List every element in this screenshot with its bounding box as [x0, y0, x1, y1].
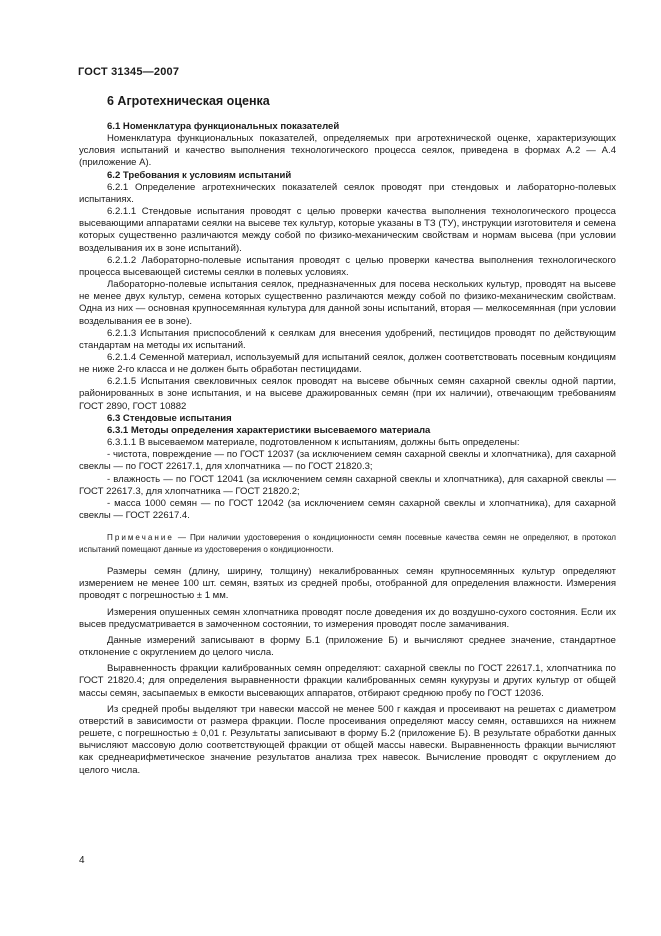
document-body	[79, 93, 616, 777]
subsection-heading-6-3-1: 6.3.1 Методы определения характеристики высеваемого материала	[107, 424, 431, 436]
list-item: - масса 1000 семян — по ГОСТ 12042 (за исключением семян сахарной свеклы и хлопчатника), для сахарной свеклы — ГОСТ 22617.4.	[79, 497, 616, 521]
paragraph: Размеры семян (длину, ширину, толщину) некалиброванных семян крупносемянных культур определяют измерением не менее 100 шт. семян, взятых из средней пробы, отобранной для определения влажности. Измерения проводят с погрешностью ± 1 мм.	[79, 566, 616, 602]
section-title: 6 Агротехническая оценка	[107, 94, 270, 108]
paragraph: 6.2.1.2 Лабораторно-полевые испытания проводят с целью проверки качества выполнения технологического процесса высевающей системы сеялки в полевых условиях.	[79, 254, 616, 278]
note-label: Примечание	[107, 533, 174, 543]
paragraph: 6.2.1.5 Испытания свекловичных сеялок проводят на высеве обычных семян сахарной свеклы одной партии, районированных в зоне испытания, и на высеве дражированных семян (при их наличии), отвечающим требованиям ГОСТ 2890, ГОСТ 10882	[79, 376, 616, 412]
paragraph: Номенклатура функциональных показателей, определяемых при агротехнической оценке, характеризующих условия испытаний и качество выполнения технологического процесса сеялок, приведена в формах А.2 — А.4 (приложение А).	[79, 133, 616, 169]
note	[79, 532, 616, 556]
subsection-heading-6-1: 6.1 Номенклатура функциональных показателей	[107, 121, 340, 132]
paragraph: 6.3.1.1 В высеваемом материале, подготовленном к испытаниям, должны быть определены:	[107, 437, 520, 449]
paragraph: 6.2.1.3 Испытания приспособлений к сеялкам для внесения удобрений, пестицидов проводят по действующим стандартам на методы их испытаний.	[79, 327, 616, 351]
paragraph: Данные измерений записывают в форму Б.1 (приложение Б) и вычисляют среднее значение, стандартное отклонение с округлением до целого числа.	[79, 634, 616, 659]
paragraph: Лабораторно-полевые испытания сеялок, предназначенных для посева нескольких культур, проводят на высеве не менее двух культур, семена которых существенно различаются между собой по физико-механическим свойствам. Одна из них — основная крупносемянная культура для данной зоны испытаний, вторая — мелкосемянная (при условии возделывания ее в зоне).	[79, 279, 616, 327]
paragraph: Выравненность фракции калиброванных семян определяют: сахарной свеклы по ГОСТ 22617.1, хлопчатника по ГОСТ 21820.4; для определения выравненности фракции калиброванных семян кукурузы и других культур от общей массы семян, засыпаемых в емкости высевающих аппаратов, отбирают среднюю пробу по ГОСТ 12036.	[79, 663, 616, 699]
paragraph: Из средней пробы выделяют три навески массой не менее 500 г каждая и просеивают на решетах с диаметром отверстий в зависимости от размера фракции. После просеивания определяют массу семян, оставшихся на нижнем решете, с погрешностью ± 0,01 г. Результаты записывают в форму Б.2 (приложение Б). В результате обработки данных вычисляют массовую долю соответствующей фракции от общей массы навески. Выравненность фракции вычисляют как среднеарифметическое значение результатов анализа трех навесок. Вычисление проводят с округлением до целого числа.	[79, 703, 616, 776]
subsection-heading-6-3: 6.3 Стендовые испытания	[107, 412, 232, 424]
list-item: - влажность — по ГОСТ 12041 (за исключением семян сахарной свеклы и хлопчатника), для сахарной свеклы — ГОСТ 22617.3, для хлопчатника — ГОСТ 21820.2;	[79, 473, 616, 497]
paragraph: 6.2.1.4 Семенной материал, используемый для испытаний сеялок, должен соответствовать посевным кондициям не ниже 2-го класса и не должен быть обработан пестицидами.	[79, 351, 616, 376]
paragraph: 6.2.1 Определение агротехнических показателей сеялок проводят при стендовых и лабораторно-полевых испытаниях.	[79, 181, 616, 205]
paragraph: 6.2.1.1 Стендовые испытания проводят с целью проверки качества выполнения технологического процесса высевающими аппаратами сеялки на высеве тех культур, которые указаны в ТЗ (ТУ), инструкции изготовителя и семена которых существенно различаются между собой по физико-механическим свойствам и нормам высева (при условии возделывания их в зоне испытаний).	[79, 206, 616, 254]
list-item: - чистота, повреждение — по ГОСТ 12037 (за исключением семян сахарной свеклы и хлопчатника), для сахарной свеклы — по ГОСТ 22617.1, для хлопчатника — по ГОСТ 21820.3;	[79, 449, 616, 473]
paragraph: Измерения опушенных семян хлопчатника проводят после доведения их до воздушно-сухого состояния. Если их высев предусматривается в замоченном состоянии, то измерения проводят после замачивания.	[79, 606, 616, 630]
subsection-heading-6-2: 6.2 Требования к условиям испытаний	[107, 169, 292, 181]
page-number: 4	[79, 855, 85, 866]
document-header: ГОСТ 31345—2007	[78, 66, 180, 78]
note-text: — При наличии удостоверения о кондиционности семян посевные качества семян не определяют, в протокол испытаний помещают данные из удостоверения о кондиционности.	[79, 533, 616, 555]
